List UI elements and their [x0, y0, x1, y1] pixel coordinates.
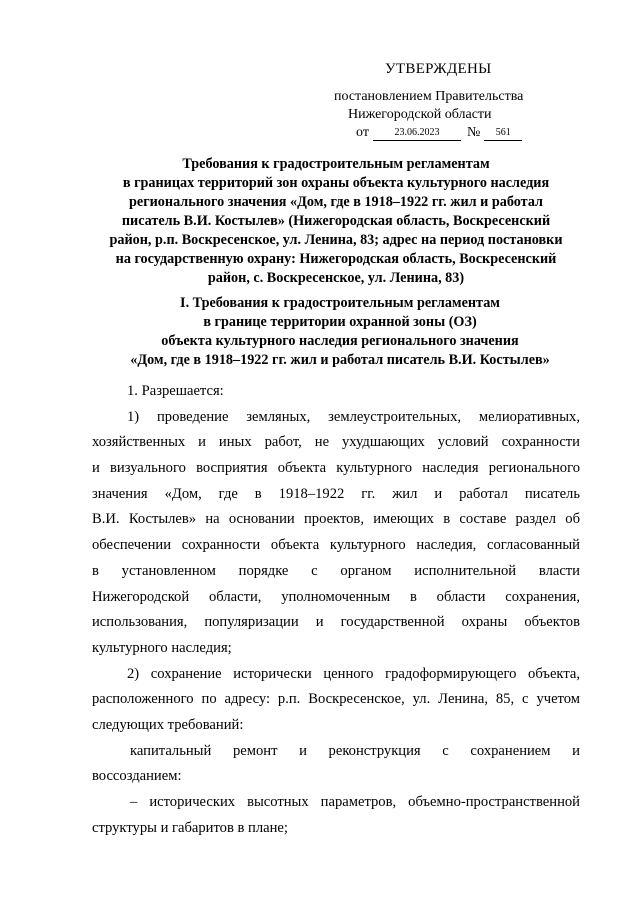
title-line: район, с. Воскресенское, ул. Ленина, 83) [207, 270, 465, 286]
paragraph-line: хозяйственных и иных работ, не ухудшающих условий сохранности [92, 434, 580, 451]
paragraph-line: капитальный ремонт и реконструкция с сохранением и [130, 742, 580, 759]
section-title-line: «Дом, где в 1918–1922 гг. жил и работал писатель В.И. Костылев» [130, 352, 550, 368]
decree-line-2: Нижегородской области [348, 107, 492, 122]
paragraph-line: – исторических высотных параметров, объемно-пространственной [130, 794, 580, 810]
decree-reference [334, 88, 554, 142]
paragraph-line: 1) проведение земляных, землеустроительных, мелиоративных, [127, 408, 580, 425]
date-prefix: от [356, 125, 369, 140]
paragraph-line: 2) сохранение исторически ценного градоформирующего объекта, [127, 665, 580, 682]
title-line: район, р.п. Воскресенское, ул. Ленина, 83; адрес на период постановки [109, 232, 563, 248]
section-title-line: в границе территории охранной зоны (ОЗ) [203, 314, 477, 330]
section-title [100, 294, 580, 370]
body-text [92, 379, 580, 841]
decree-date-number [334, 124, 554, 142]
paragraph-line: обеспечении сохранности объекта культурного наследия, согласованный [92, 537, 580, 554]
paragraph-line: 1. Разрешается: [127, 383, 224, 399]
paragraph-line: использования, популяризации и государственной охраны объектов [92, 614, 580, 631]
section-title-line: I. Требования к градостроительным регламентам [180, 295, 500, 311]
paragraph-line: культурного наследия; [92, 639, 232, 656]
paragraph-line: структуры и габаритов в плане; [92, 819, 288, 836]
number-sign: № [466, 125, 481, 140]
paragraph-line: и визуального восприятия объекта культурного наследия регионального [92, 460, 580, 477]
paragraph-line: в установленном порядке с органом исполнительной власти [92, 562, 580, 579]
decree-date: 23.06.2023 [373, 126, 461, 141]
title-line: на государственную охрану: Нижегородская область, Воскресенский [115, 251, 557, 267]
title-line: Требования к градостроительным регламентам [182, 156, 490, 172]
decree-line-1: постановлением Правительства [334, 89, 524, 104]
title-line: писатель В.И. Костылев» (Нижегородская область, Воскресенский [121, 213, 551, 229]
paragraph-line: следующих требований: [92, 716, 244, 733]
document-title [90, 155, 582, 288]
paragraph-line: воссозданием: [92, 768, 182, 785]
paragraph-line: значения «Дом, где в 1918–1922 гг. жил и работал писатель [92, 485, 580, 502]
paragraph-line: В.И. Костылев» на основании проектов, имеющих в составе раздел об [92, 511, 580, 528]
title-line: в границах территорий зон охраны объекта культурного наследия [122, 175, 550, 191]
decree-number: 561 [484, 126, 522, 141]
title-line: регионального значения «Дом, где в 1918–1922 гг. жил и работал [129, 194, 543, 210]
approved-heading: УТВЕРЖДЕНЫ [385, 61, 492, 77]
paragraph-line: расположенного по адресу: р.п. Воскресенское, ул. Ленина, 85, с учетом [92, 691, 580, 708]
section-title-line: объекта культурного наследия регионального значения [161, 333, 519, 349]
paragraph-line: Нижегородской области, уполномоченным в области сохранения, [92, 588, 580, 605]
